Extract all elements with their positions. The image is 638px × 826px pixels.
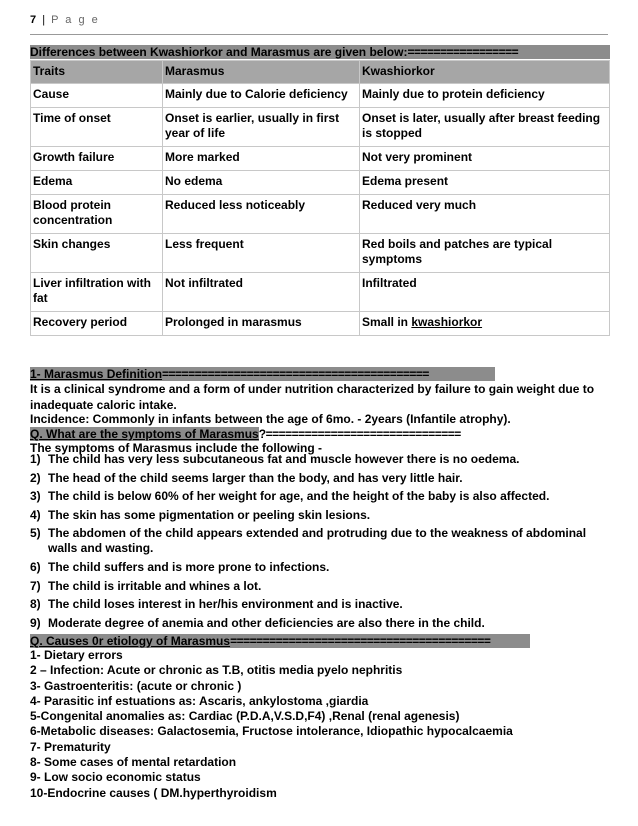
table-cell: Growth failure xyxy=(31,147,163,171)
table-title: Differences between Kwashiorkor and Marasmus are given below: xyxy=(30,45,408,59)
table-cell: Not very prominent xyxy=(360,147,610,171)
list-item xyxy=(30,579,615,594)
table-title-fill: ================= xyxy=(407,45,519,59)
list-text: The child is irritable and whines a lot. xyxy=(48,578,262,593)
list-text: The child is below 60% of her weight for age, and the height of the baby is also affected. xyxy=(48,489,550,504)
list-item xyxy=(30,508,615,523)
table-cell: Not infiltrated xyxy=(163,273,360,312)
list-item: 6-Metabolic diseases: Galactosemia, Fructose intolerance, Idiopathic hypocalcaemia xyxy=(30,724,513,739)
symptoms-list xyxy=(30,452,615,634)
incidence-text: Incidence: Commonly in infants between the age of 6mo. - 2years (Infantile atrophy). xyxy=(30,412,511,426)
list-text: The child loses interest in her/his environment and is inactive. xyxy=(48,597,403,612)
list-text: The head of the child seems larger than the body, and has very little hair. xyxy=(48,470,463,485)
table-cell: Mainly due to Calorie deficiency xyxy=(163,84,360,108)
table-cell: Cause xyxy=(31,84,163,108)
page-number: 7 xyxy=(30,14,37,26)
table-cell: Skin changes xyxy=(31,234,163,273)
page-label: P a g e xyxy=(51,14,100,26)
header-traits: Traits xyxy=(31,61,163,84)
list-item: 7- Prematurity xyxy=(30,739,111,754)
list-item xyxy=(30,452,615,467)
table-cell: Reduced very much xyxy=(360,195,610,234)
symptoms-question-text: Q. What are the symptoms of Marasmus xyxy=(30,427,259,441)
list-number: 4) xyxy=(30,507,41,522)
page-separator: | xyxy=(42,14,46,26)
list-item: 1- Dietary errors xyxy=(30,648,123,662)
list-item xyxy=(30,489,615,504)
list-text: The child has very less subcutaneous fat and muscle however there is no oedema. xyxy=(48,452,520,466)
list-item: 8- Some cases of mental retardation xyxy=(30,755,237,770)
marasmus-definition-heading: 1- Marasmus Definition xyxy=(30,367,163,381)
table-cell: Edema present xyxy=(360,171,610,195)
comparison-table xyxy=(30,60,610,336)
table-row xyxy=(31,273,610,312)
table-cell: Liver infiltration with fat xyxy=(31,273,163,312)
list-number: 6) xyxy=(30,559,41,574)
list-text: The child suffers and is more prone to infections. xyxy=(48,559,330,574)
list-number: 5) xyxy=(30,526,41,541)
table-cell: Less frequent xyxy=(163,234,360,273)
table-title-bar xyxy=(30,45,610,59)
table-cell: No edema xyxy=(163,171,360,195)
table-cell xyxy=(360,312,610,336)
table-cell: Red boils and patches are typical symptoms xyxy=(360,234,610,273)
table-cell: Recovery period xyxy=(31,312,163,336)
table-cell: Edema xyxy=(31,171,163,195)
header-rule xyxy=(30,34,608,35)
list-text: The abdomen of the child appears extended and protruding due to the weakness of abdominal walls and wasting. xyxy=(48,526,587,556)
list-number: 3) xyxy=(30,489,41,504)
table-cell: Reduced less noticeably xyxy=(163,195,360,234)
table-header-row xyxy=(31,61,610,84)
table-row xyxy=(31,171,610,195)
list-number: 7) xyxy=(30,578,41,593)
kwashiorkor-link[interactable]: kwashiorkor xyxy=(411,315,483,329)
list-text: The skin has some pigmentation or peeling skin lesions. xyxy=(48,507,371,522)
symptoms-intro: The symptoms of Marasmus include the following - xyxy=(30,441,323,455)
table-row xyxy=(31,84,610,108)
list-text: Moderate degree of anemia and other deficiencies are also there in the child. xyxy=(48,615,485,630)
marasmus-definition-text: It is a clinical syndrome and a form of under nutrition characterized by failure to gain weight due to inadequate caloric intake. xyxy=(30,382,595,412)
table-cell: Blood protein concentration xyxy=(31,195,163,234)
list-item: 5-Congenital anomalies as: Cardiac (P.D.A,V.S.D,F4) ,Renal (renal agenesis) xyxy=(30,709,460,724)
list-number: 1) xyxy=(30,452,41,466)
list-number: 2) xyxy=(30,470,41,485)
list-item: 4- Parasitic inf estuations as: Ascaris, ankylostoma ,giardia xyxy=(30,693,369,708)
list-number: 8) xyxy=(30,597,41,612)
causes-question-text: Q. Causes 0r etiology of Marasmus xyxy=(30,634,231,648)
list-item xyxy=(30,597,615,612)
page-header xyxy=(30,14,100,26)
marasmus-definition-fill: ========================================= xyxy=(162,367,429,381)
list-item: 10-Endocrine causes ( DM.hyperthyroidism xyxy=(30,785,277,800)
list-item: 3- Gastroenteritis: (acute or chronic ) xyxy=(30,678,242,693)
causes-question-fill: ======================================== xyxy=(230,634,491,648)
list-item xyxy=(30,471,615,486)
table-row xyxy=(31,312,610,336)
list-item: 9- Low socio economic status xyxy=(30,770,201,785)
table-cell: Infiltrated xyxy=(360,273,610,312)
header-kwashiorkor: Kwashiorkor xyxy=(360,61,610,84)
table-cell: Onset is earlier, usually in first year of life xyxy=(163,108,360,147)
list-item xyxy=(30,560,615,575)
cell-prefix: Small in xyxy=(362,315,412,329)
header-marasmus: Marasmus xyxy=(163,61,360,84)
table-row xyxy=(31,195,610,234)
symptoms-question-fill: ?============================== xyxy=(258,427,461,441)
table-cell: More marked xyxy=(163,147,360,171)
table-row xyxy=(31,108,610,147)
causes-list xyxy=(30,648,620,801)
table-row xyxy=(31,234,610,273)
table-cell: Time of onset xyxy=(31,108,163,147)
list-item xyxy=(30,526,615,556)
table-cell: Mainly due to protein deficiency xyxy=(360,84,610,108)
table-cell: Prolonged in marasmus xyxy=(163,312,360,336)
table-row xyxy=(31,147,610,171)
causes-question-bar xyxy=(30,634,530,648)
table-cell: Onset is later, usually after breast feeding is stopped xyxy=(360,108,610,147)
list-number: 9) xyxy=(30,615,41,630)
list-item: 2 – Infection: Acute or chronic as T.B, otitis media pyelo nephritis xyxy=(30,663,403,678)
marasmus-definition-bar xyxy=(30,367,495,381)
list-item xyxy=(30,616,615,631)
